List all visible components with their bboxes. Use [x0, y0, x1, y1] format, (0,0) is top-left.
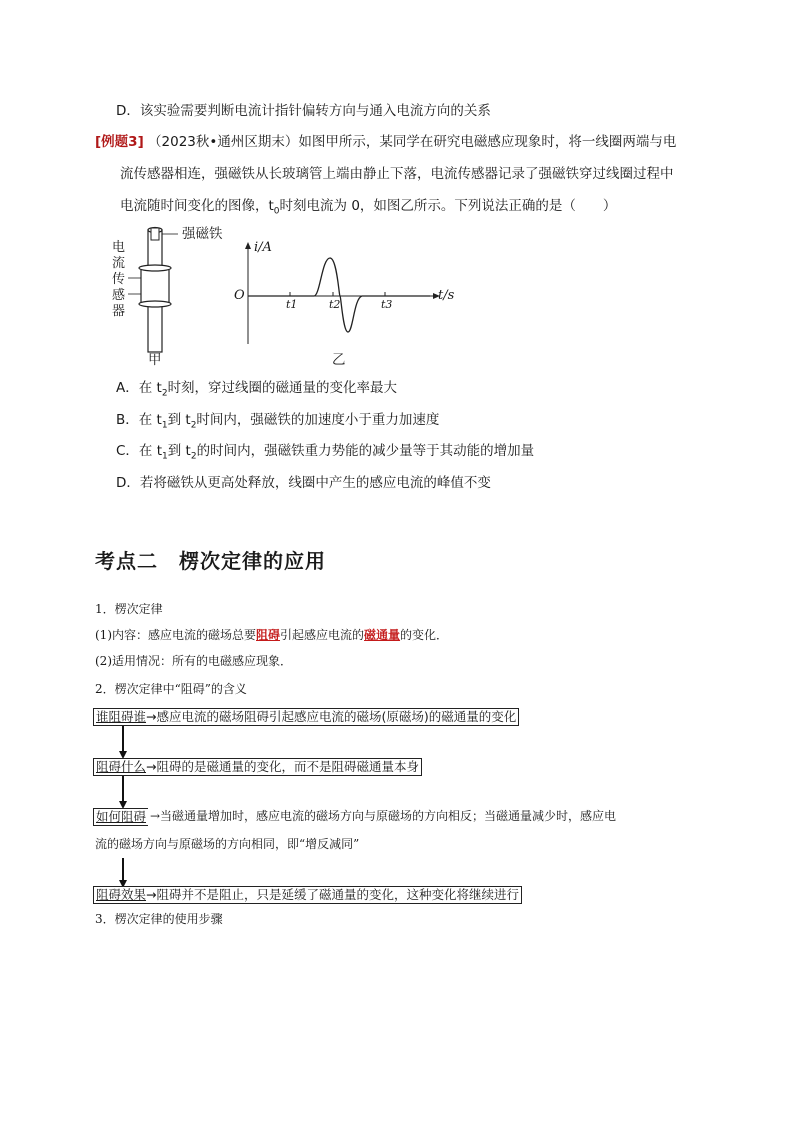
option-b — [116, 410, 439, 436]
tick-t2: t2 — [329, 298, 341, 311]
origin-label: O — [234, 288, 245, 303]
flow-key-how: 如何阻碍 — [96, 809, 147, 824]
content-mid: 引起感应电流的 — [280, 628, 365, 642]
flow-arrow-3 — [122, 858, 124, 882]
option-a-post: 时刻，穿过线圈的磁通量的变化率最大 — [167, 380, 398, 396]
option-c-post: 的时间内，强磁铁重力势能的减少量等于其动能的增加量 — [196, 443, 535, 459]
example-source: （2023秋•通州区期末） — [148, 134, 299, 150]
sensor-char-2: 流 — [112, 256, 126, 271]
figure-jia-caption: 甲 — [148, 352, 162, 368]
flow-box-who — [93, 708, 519, 726]
flow-text-what: →阻碍的是磁通量的变化，而不是阻碍磁通量本身 — [146, 759, 419, 774]
stem-3-post: 时刻电流为 0，如图乙所示。下列说法正确的是（ ） — [279, 198, 617, 214]
option-c-pre: C．在 t — [116, 443, 163, 459]
sensor-char-4: 感 — [112, 288, 126, 303]
flow-key-who: 谁阻碍谁 — [96, 709, 147, 724]
option-b-sub1: 1 — [161, 420, 168, 431]
y-axis-label: i/A — [254, 240, 272, 255]
figure-yi-caption: 乙 — [332, 352, 346, 368]
option-c — [116, 441, 534, 467]
tick-t1: t1 — [286, 298, 298, 311]
item-1-content — [95, 626, 448, 644]
option-c-sub1: 1 — [162, 451, 168, 462]
stem-3-pre: 电流随时间变化的图像，t — [120, 198, 274, 214]
sensor-char-3: 传 — [112, 272, 126, 287]
item-1-scope: (2)适用情况：所有的电磁感应现象． — [95, 654, 292, 668]
item-2-title: 2．楞次定律中“阻碍”的含义 — [95, 682, 247, 696]
flow-key-effect: 阻碍效果 — [96, 887, 147, 902]
tick-t3: t3 — [381, 298, 393, 311]
option-b-pre: B．在 t — [116, 412, 162, 428]
flow-key-what: 阻碍什么 — [96, 759, 147, 774]
example-line-1 — [95, 132, 676, 152]
option-a-sub: 2 — [161, 388, 168, 399]
option-c-sub2: 2 — [190, 451, 197, 462]
current-time-graph — [230, 240, 470, 372]
option-d: D．若将磁铁从更高处释放，线圈中产生的感应电流的峰值不变 — [116, 475, 491, 491]
x-axis-label: t/s — [438, 288, 455, 303]
example-stem-3 — [120, 196, 616, 222]
flow-text-who: →感应电流的磁场阻碍引起感应电流的磁场(原磁场)的磁通量的变化 — [146, 709, 517, 724]
flow-arrow-2 — [122, 776, 124, 802]
option-c-mid: 到 t — [167, 443, 191, 459]
option-b-mid: 到 t — [167, 412, 191, 428]
item-1-title: 1．楞次定律 — [95, 602, 163, 616]
figure-jia — [108, 222, 223, 370]
option-b-sub2: 2 — [190, 420, 197, 431]
item-3-title: 3．楞次定律的使用步骤 — [95, 912, 223, 926]
option-d-previous: D．该实验需要判断电流计指针偏转方向与通入电流方向的关系 — [116, 103, 491, 119]
sensor-char-1: 电 — [112, 240, 126, 255]
flow-arrow-1 — [122, 726, 124, 752]
content-pre: (1)内容：感应电流的磁场总要 — [95, 628, 256, 642]
flow-text-how-1: →当磁通量增加时，感应电流的磁场方向与原磁场的方向相反；当磁通量减少时，感应电 — [150, 809, 617, 823]
figure-yi — [230, 240, 470, 372]
flow-text-how-2: 流的磁场方向与原磁场的方向相同，即“增反减同” — [95, 837, 360, 851]
section-title: 考点二 楞次定律的应用 — [95, 549, 326, 573]
flow-box-what — [93, 758, 422, 776]
content-post: 的变化． — [400, 628, 449, 642]
example-stem-1: 如图甲所示，某同学在研究电磁感应现象时，将一线圈两端与电 — [298, 134, 677, 150]
option-b-post: 时间内，强磁铁的加速度小于重力加速度 — [196, 412, 440, 428]
example-tag: [例题3] — [95, 134, 144, 150]
keyword-citongliang: 磁通量 — [364, 628, 401, 642]
sensor-char-5: 器 — [112, 304, 126, 319]
magnet-label: 强磁铁 — [182, 226, 223, 242]
stem-3-sub: 0 — [273, 206, 280, 217]
flow-box-effect — [93, 886, 522, 904]
flow-box-how-key — [93, 808, 148, 826]
example-stem-2: 流传感器相连，强磁铁从长玻璃管上端由静止下落，电流传感器记录了强磁铁穿过线圈过程中 — [120, 166, 674, 182]
sensor-label — [112, 240, 126, 320]
flow-text-effect: →阻碍并不是阻止，只是延缓了磁通量的变化，这种变化将继续进行 — [146, 887, 519, 902]
option-a-pre: A．在 t — [116, 380, 162, 396]
option-a — [116, 378, 397, 404]
keyword-zuai: 阻碍 — [256, 628, 281, 642]
